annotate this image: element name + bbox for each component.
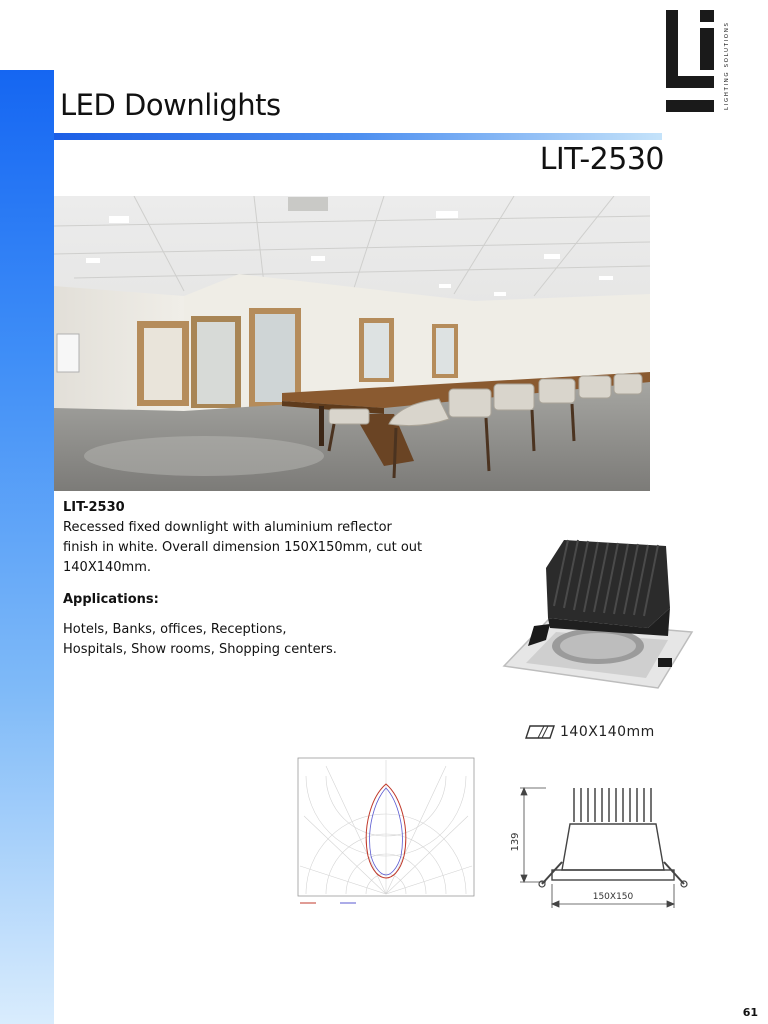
model-code: LIT-2530 (539, 142, 664, 177)
height-dimension-label: 139 (510, 832, 521, 852)
width-dimension-label: 150X150 (592, 892, 634, 902)
product-code: LIT-2530 (63, 500, 125, 515)
applications-line: Hospitals, Show rooms, Shopping centers. (63, 642, 337, 657)
cutout-dimension: 140X140mm (560, 724, 655, 740)
cutout-square-icon (524, 724, 556, 740)
page-title: LED Downlights (60, 88, 281, 122)
product-description: Recessed fixed downlight with aluminium reflector finish in white. Overall dimension 150X150mm, cut out 140X140mm. (63, 520, 423, 575)
title-underline (54, 133, 662, 140)
brand-logo (662, 8, 732, 116)
applications-line: Hotels, Banks, offices, Receptions, (63, 622, 287, 637)
dimension-drawing (506, 772, 694, 914)
applications-list (63, 620, 423, 660)
brand-tagline: LIGHTING SOLUTIONS (724, 21, 730, 110)
page-number: 61 (742, 1006, 758, 1019)
room-photo (54, 196, 650, 491)
product-photo (498, 528, 698, 698)
applications-title: Applications: (63, 592, 159, 607)
side-accent-bar (0, 70, 54, 1024)
light-distribution-diagram (296, 756, 476, 906)
